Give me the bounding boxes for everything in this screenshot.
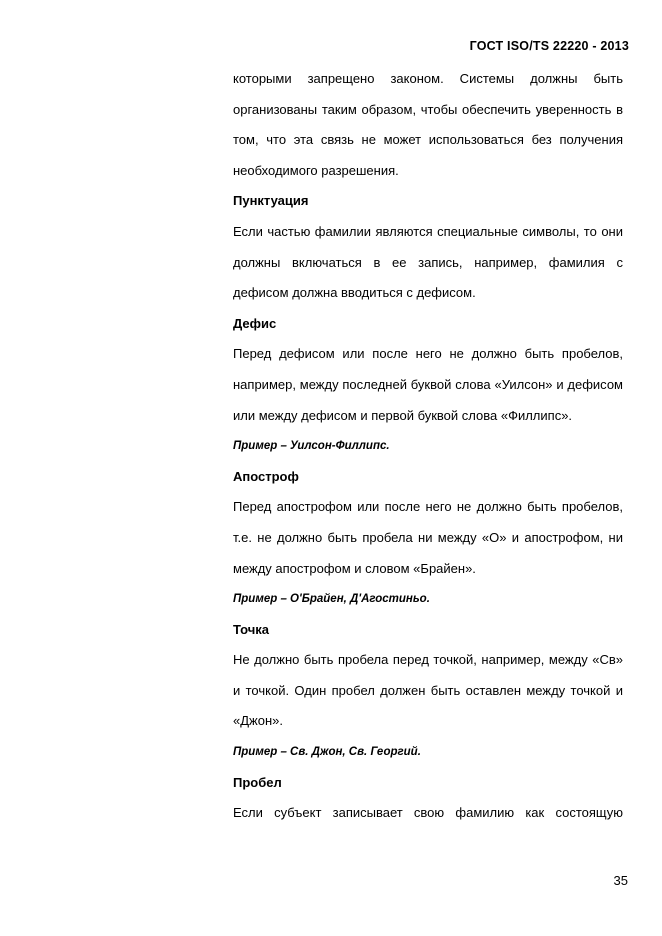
heading-space: Пробел	[233, 774, 282, 790]
page-number: 35	[613, 873, 628, 888]
example-apostrophe: Пример – О'Брайен, Д'Агостиньо.	[233, 593, 430, 606]
paragraph-dot: Не должно быть пробела перед точкой, например, между «Св» и точкой. Один пробел должен быть оставлен между точкой и «Джон».	[233, 652, 623, 729]
paragraph-space: Если субъект записывает свою фамилию как состоящую	[233, 805, 623, 821]
paragraph-apostrophe: Перед апострофом или после него не должно быть пробелов, т.е. не должно быть пробела ни между «О» и апострофом, ни между апострофом и словом «Брайен».	[233, 499, 623, 576]
heading-dot: Точка	[233, 621, 270, 637]
paragraph-intro: которыми запрещено законом. Системы должны быть организованы таким образом, чтобы обеспечить уверенность в том, что эта связь не может использоваться без получения необходимого разрешения.	[233, 71, 623, 178]
heading-apostrophe: Апостроф	[233, 468, 299, 484]
paragraph-punctuation: Если частью фамилии являются специальные символы, то они должны включаться в ее запись, например, фамилия с дефисом должна вводиться с дефисом.	[233, 223, 623, 301]
heading-punctuation: Пунктуация	[233, 193, 309, 209]
example-hyphen: Пример – Уилсон-Филлипс.	[233, 440, 390, 453]
document-header: ГОСТ ISO/TS 22220 - 2013	[469, 39, 629, 53]
example-dot: Пример – Св. Джон, Св. Георгий.	[233, 746, 421, 759]
paragraph-hyphen: Перед дефисом или после него не должно быть пробелов, например, между последней буквой слова «Уилсон» и дефисом или между дефисом и первой буквой слова «Филлипс».	[233, 346, 623, 423]
page-body	[233, 64, 623, 829]
heading-hyphen: Дефис	[233, 315, 277, 331]
